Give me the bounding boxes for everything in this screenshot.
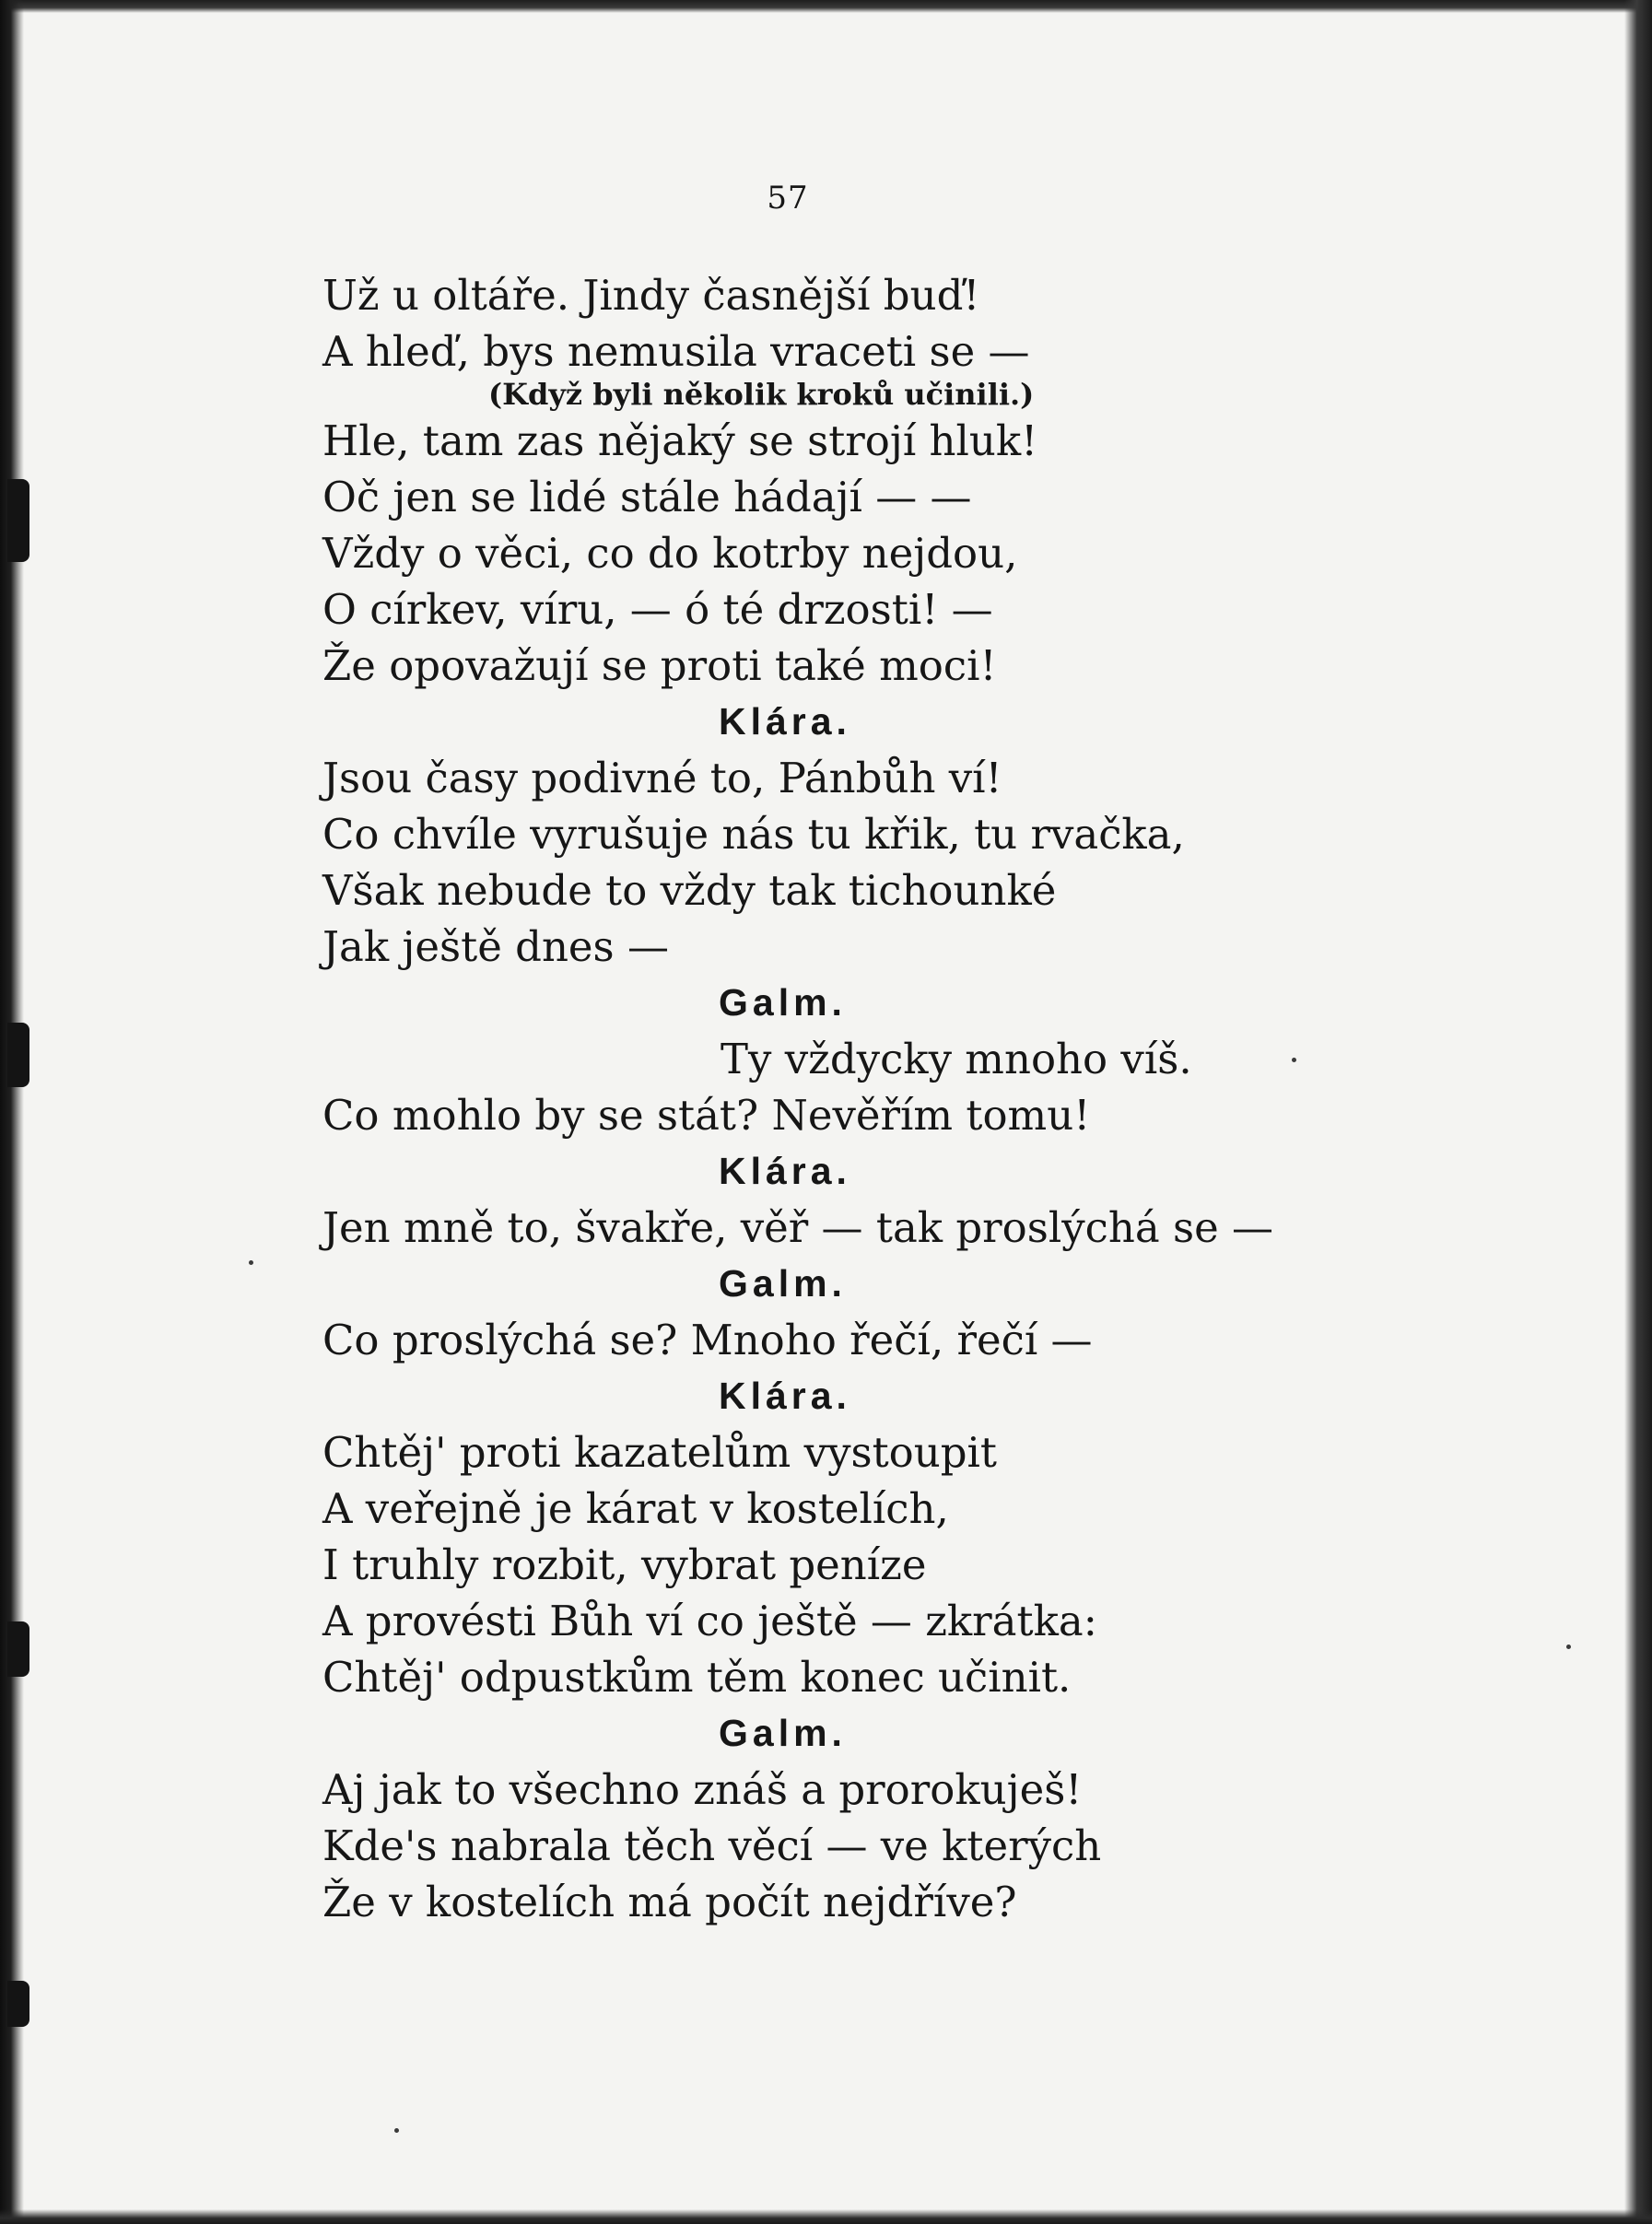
verse-line: Jen mně to, švakře, věř — tak proslýchá se — [322, 1203, 1274, 1252]
verse-line: Kde's nabrala těch věcí — ve kterých [322, 1821, 1102, 1870]
verse-line: O církev, víru, — ó té drzosti! — [322, 585, 993, 634]
verse-line: Chtěj' odpustkům těm konec učinit. [322, 1653, 1072, 1702]
speaker-name: Galm. [719, 981, 847, 1024]
speaker-name: Klára. [719, 700, 851, 743]
scan-edge-notch [7, 1621, 29, 1677]
verse-text [322, 267, 1391, 1930]
verse-line: Chtěj' proti kazatelům vystoupit [322, 1428, 998, 1477]
page-number: 57 [767, 180, 809, 217]
verse-line: Jak ještě dnes — [322, 922, 669, 971]
verse-line: I truhly rozbit, vybrat peníze [322, 1540, 927, 1589]
verse-line: Co proslýchá se? Mnoho řečí, řečí — [322, 1316, 1093, 1364]
stage-direction: (Když byli několik kroků učinili.) [488, 377, 1035, 412]
speaker-name: Galm. [719, 1262, 847, 1305]
verse-line: Co mohlo by se stát? Nevěřím tomu! [322, 1091, 1091, 1140]
scan-edge-notch [7, 1023, 29, 1087]
verse-line: A veřejně je kárat v kostelích, [322, 1484, 949, 1533]
verse-line: Že opovažují se proti také moci! [322, 641, 997, 690]
verse-line: A hleď, bys nemusila vraceti se — [322, 327, 1030, 376]
speaker-name: Galm. [719, 1712, 847, 1754]
scan-edge-bottom [0, 2209, 1652, 2224]
verse-line: Co chvíle vyrušuje nás tu křik, tu rvačka, [322, 810, 1185, 859]
speaker-name: Klára. [719, 1375, 851, 1417]
paper-speck [249, 1260, 253, 1265]
verse-line: Však nebude to vždy tak tichounké [322, 866, 1057, 915]
scan-edge-left [0, 0, 24, 2224]
verse-line: Že v kostelích má počít nejdříve? [322, 1878, 1017, 1926]
verse-line: Hle, tam zas nějaký se strojí hluk! [322, 416, 1038, 465]
verse-line: Už u oltáře. Jindy časnější buď! [322, 271, 980, 320]
verse-line: Jsou časy podivné to, Pánbůh ví! [322, 754, 1002, 802]
paper-speck [394, 2128, 399, 2133]
verse-line: Vždy o věci, co do kotrby nejdou, [322, 529, 1018, 578]
verse-line: Aj jak to všechno znáš a prorokuješ! [322, 1765, 1083, 1814]
paper-speck [1566, 1645, 1571, 1649]
speaker-name: Klára. [719, 1150, 851, 1192]
scan-edge-top [0, 0, 1652, 13]
verse-line: Ty vždycky mnoho víš. [721, 1035, 1192, 1083]
verse-line: Oč jen se lidé stále hádají — — [322, 473, 972, 521]
scan-edge-notch [7, 479, 29, 562]
scan-edge-notch [7, 1981, 29, 2027]
scan-edge-right [1624, 0, 1652, 2224]
verse-line: A provésti Bůh ví co ještě — zkrátka: [322, 1597, 1097, 1645]
